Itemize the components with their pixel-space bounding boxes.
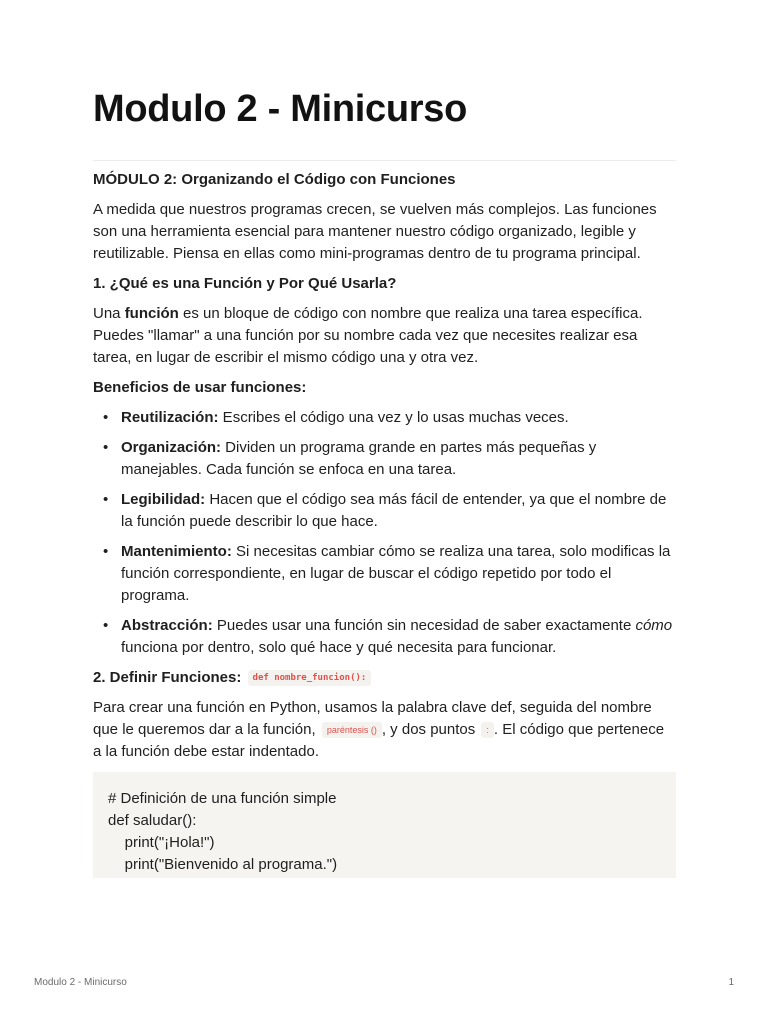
benefit-term: Reutilización: (121, 409, 219, 426)
def-bold-term: función (124, 305, 179, 322)
def-prefix: Una (93, 305, 125, 322)
code-block (93, 772, 676, 878)
title-divider (93, 160, 676, 161)
function-definition-paragraph (93, 303, 676, 369)
bullet-icon: • (103, 543, 109, 560)
inline-code-parentheses: paréntesis () (322, 722, 382, 738)
bullet-icon: • (103, 617, 109, 634)
benefit-text-before: Puedes usar una función sin necesidad de saber exactamente (212, 617, 636, 634)
define-function-paragraph (93, 697, 676, 763)
code-line: # Definición de una función simple (108, 790, 337, 807)
code-line: print("¡Hola!") (108, 834, 215, 851)
para-part2: , y dos puntos (381, 721, 480, 738)
intro-paragraph: A medida que nuestros programas crecen, se vuelven más complejos. Las funciones son una herramienta esencial para mantener nuestro código organizado, legible y reutilizable. Piensa en ellas como mini-programas dentro de tu programa principal. (93, 201, 657, 262)
para-part1: Para crear una función en Python, usamos la palabra clave def, seguida del nombre que le queremos dar a la función, (93, 699, 652, 738)
bullet-icon: • (103, 439, 109, 456)
benefit-term: Legibilidad: (121, 491, 206, 508)
bullet-icon: • (103, 491, 109, 508)
benefits-list (93, 407, 676, 659)
benefit-text: Escribes el código una vez y lo usas muchas veces. (218, 409, 569, 426)
def-rest: es un bloque de código con nombre que realiza una tarea específica. Puedes "llamar" a una función por su nombre cada vez que necesites realizar esa tarea, en lugar de escribir el mismo código una y otra vez. (93, 305, 643, 366)
page-number: 1 (728, 977, 734, 988)
document-page (93, 86, 676, 878)
list-item (103, 437, 676, 481)
benefits-heading: Beneficios de usar funciones: (93, 379, 307, 396)
benefit-text: Dividen un programa grande en partes más pequeñas y manejables. Cada función se enfoca en una tarea. (121, 439, 597, 478)
benefit-text: Si necesitas cambiar cómo se realiza una tarea, solo modificas la función correspondiente, en lugar de buscar el código repetido por todo el programa. (121, 543, 671, 604)
list-item (103, 615, 676, 659)
page-title: Modulo 2 - Minicurso (93, 88, 467, 130)
module-heading: MÓDULO 2: Organizando el Código con Funciones (93, 171, 456, 188)
code-line: print("Bienvenido al programa.") (108, 856, 338, 873)
benefit-term: Organización: (121, 439, 222, 456)
benefit-text-italic: cómo (635, 617, 673, 634)
bullet-icon: • (103, 409, 109, 426)
section2-heading (93, 667, 676, 689)
list-item (103, 541, 676, 607)
benefit-text-after: funciona por dentro, solo qué hace y qué necesita para funcionar. (121, 639, 557, 656)
list-item (103, 407, 676, 429)
section1-heading: 1. ¿Qué es una Función y Por Qué Usarla? (93, 275, 397, 292)
list-item (103, 489, 676, 533)
section2-heading-text: 2. Definir Funciones: (93, 669, 242, 686)
benefit-text: Hacen que el código sea más fácil de entender, ya que el nombre de la función puede describir lo que hace. (121, 491, 667, 530)
inline-code-def: def nombre_funcion(): (248, 670, 372, 686)
footer-title: Modulo 2 - Minicurso (34, 977, 127, 988)
inline-code-colon: : (481, 722, 494, 738)
code-line: def saludar(): (108, 812, 197, 829)
benefit-term: Mantenimiento: (121, 543, 232, 560)
benefit-term: Abstracción: (121, 617, 213, 634)
para-part3: . El código que pertenece a la función debe estar indentado. (93, 721, 665, 760)
